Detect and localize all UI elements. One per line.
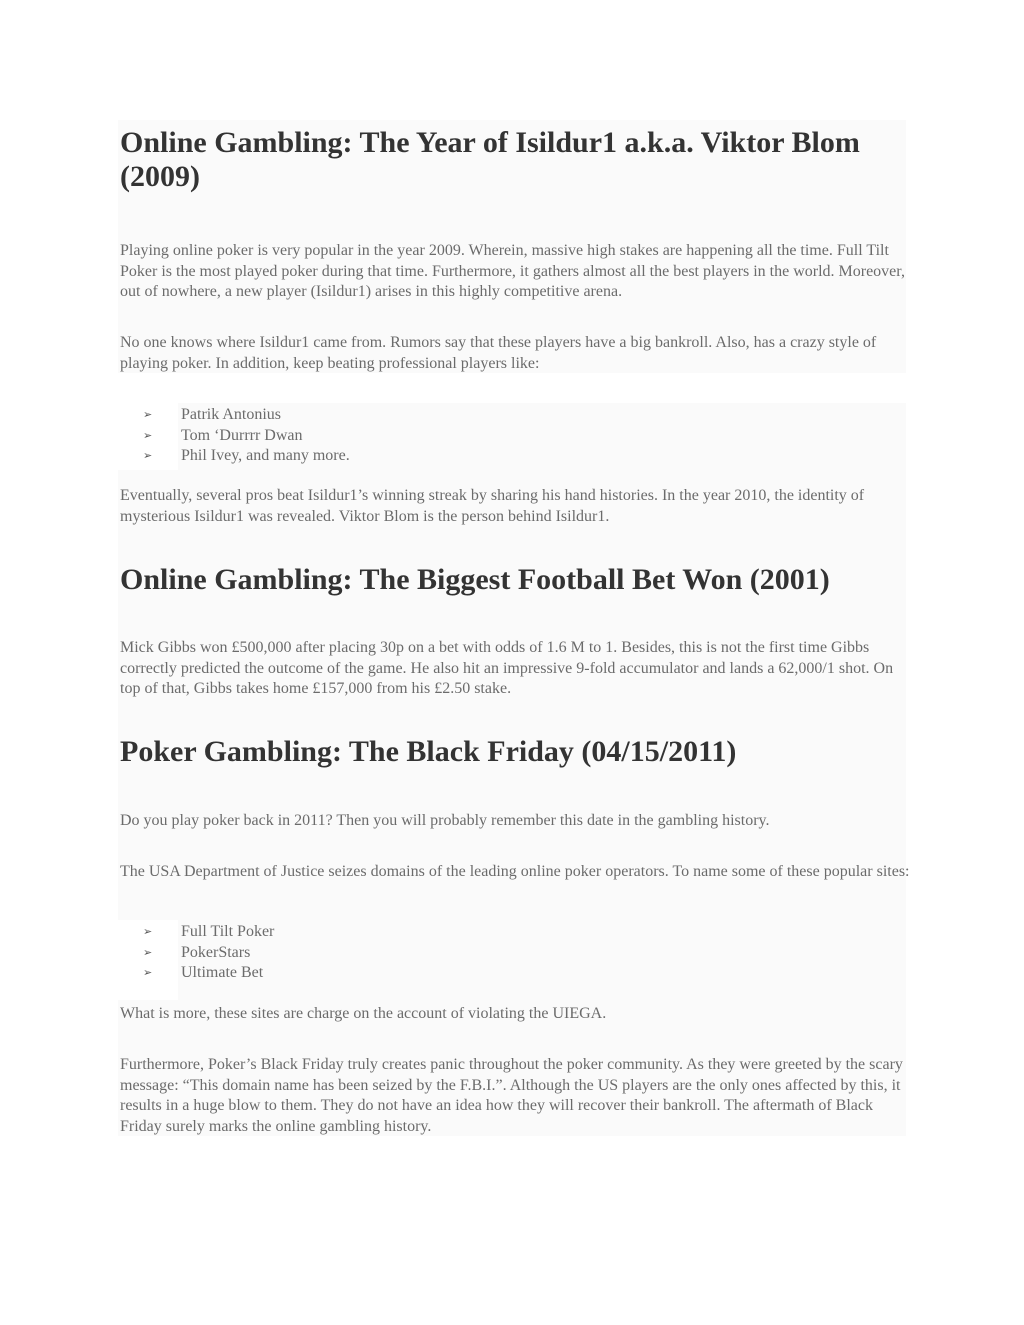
paragraph: Eventually, several pros beat Isildur1’s winning streak by sharing his hand histories. In the year 2010, the identity of mysterious Isildur1 was revealed. Viktor Blom is the person behind Isildur1. (120, 487, 865, 525)
paragraph: Mick Gibbs won £500,000 after placing 30p on a bet with odds of 1.6 M to 1. Besides, this is not the first time Gibbs correctly predicted the outcome of the game. He also hit an impressive 9-fold accumulator and lands a 62,000/1 shot. On top of that, Gibbs takes home £157,000 from his £2.50 stake. (120, 639, 894, 697)
paragraph: Playing online poker is very popular in the year 2009. Wherein, massive high stakes are happening all the time. Full Tilt Poker is the most played poker during that time. Furthermore, it gathers almost all the best players in the world. Moreover, out of nowhere, a new player (Isildur1) arises in this highly competitive arena. (120, 242, 905, 300)
paragraph: Furthermore, Poker’s Black Friday truly creates panic throughout the poker community. As they were greeted by the scary message: “This domain name has been seized by the F.B.I.”. Although the US players are the only ones affected by this, it results in a huge blow to them. They do not have an idea how they will recover their bankroll. The aftermath of Black Friday surely marks the online gambling history. (120, 1056, 903, 1135)
arrow-bullet-icon: ➢ (143, 925, 153, 938)
arrow-bullet-icon: ➢ (143, 945, 153, 959)
list-item: ➢ Ultimate Bet (120, 963, 910, 984)
arrow-bullet-icon: ➢ (143, 449, 153, 462)
list-item: ➢ Tom ‘Durrrr Dwan (120, 426, 910, 447)
section-heading-football-bet: Online Gambling: The Biggest Football Bet Won (2001) (120, 563, 830, 596)
sites-list (120, 922, 910, 984)
list-item: ➢ Patrik Antonius (120, 405, 910, 426)
section-heading-isildur1: Online Gambling: The Year of Isildur1 a.k.a. Viktor Blom (2009) (120, 126, 860, 193)
section-heading-black-friday: Poker Gambling: The Black Friday (04/15/2011) (120, 735, 737, 768)
list-item: ➢ PokerStars (120, 943, 910, 964)
arrow-bullet-icon: ➢ (143, 408, 153, 421)
paragraph: Do you play poker back in 2011? Then you will probably remember this date in the gambling history. (120, 812, 770, 829)
paragraph: The USA Department of Justice seizes domains of the leading online poker operators. To name some of these popular sites: (120, 863, 910, 880)
arrow-bullet-icon: ➢ (143, 428, 153, 442)
players-list (120, 405, 910, 467)
list-item: ➢ Phil Ivey, and many more. (120, 446, 910, 467)
paragraph: No one knows where Isildur1 came from. Rumors say that these players have a big bankroll. Also, has a crazy style of playing poker. In addition, keep beating professional players like: (120, 334, 877, 372)
arrow-bullet-icon: ➢ (143, 966, 153, 979)
paragraph: What is more, these sites are charge on the account of violating the UIEGA. (120, 1005, 607, 1022)
list-item: ➢ Full Tilt Poker (120, 922, 910, 943)
